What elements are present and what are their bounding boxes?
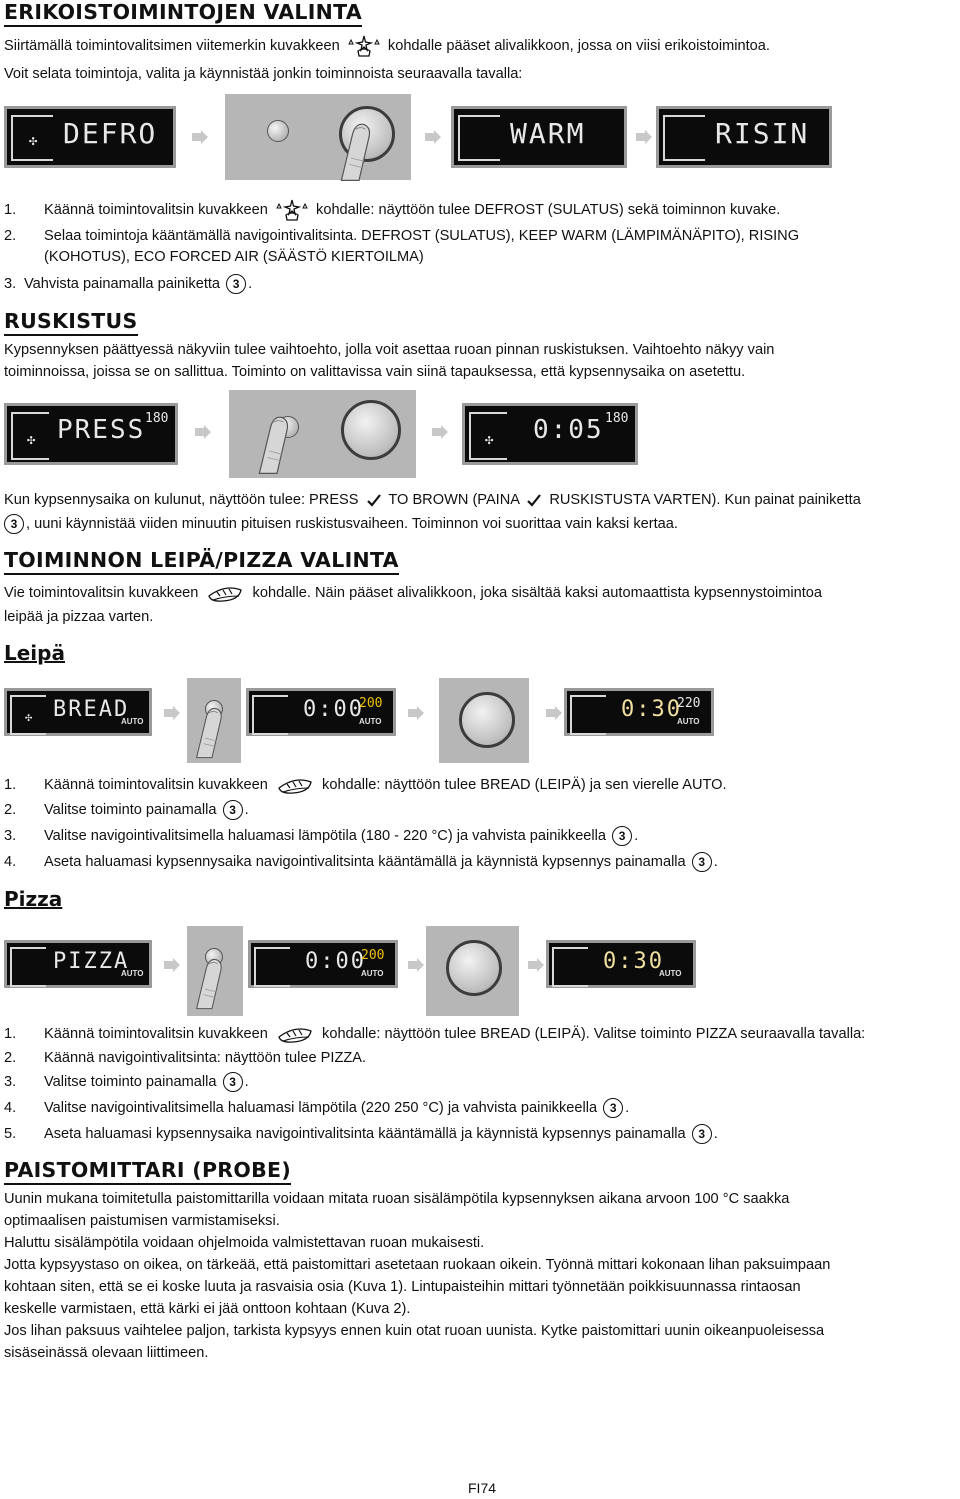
button-3-icon: 3 — [223, 800, 243, 820]
display-bread — [4, 688, 152, 736]
fan-icon: ✣ — [485, 432, 496, 448]
display-text: WARM — [510, 117, 586, 150]
display-temp: 180 — [145, 411, 169, 426]
auto-label: AUTO — [659, 969, 682, 978]
display-bread-time — [246, 688, 396, 736]
fan-icon: ✣ — [29, 133, 40, 149]
arrow-icon — [636, 130, 652, 144]
display-text: PIZZA — [53, 949, 130, 974]
display-defro — [4, 106, 176, 168]
display-warm — [451, 106, 627, 168]
probe-line: Jos lihan paksuus vaihtelee paljon, tarkista kypsyys ennen kuin otat ruoan uunista. Kytke paistomittari uunin oikeanpuoleisessa — [4, 1323, 825, 1339]
button-3-icon: 3 — [226, 274, 246, 294]
section-title-browning: RUSKISTUS — [4, 309, 138, 336]
display-risin — [656, 106, 832, 168]
display-bracket — [254, 947, 290, 987]
display-bracket — [252, 695, 288, 735]
display-pizza-time2 — [546, 940, 696, 988]
bread-icon — [205, 582, 245, 604]
button-3-icon: 3 — [612, 826, 632, 846]
control-panel-5 — [187, 926, 243, 1016]
display-pizza-time — [248, 940, 398, 988]
subsection-title-pizza: Pizza — [4, 887, 63, 911]
control-panel-1 — [225, 94, 411, 180]
arrow-icon — [195, 425, 211, 439]
control-panel-3 — [187, 678, 241, 763]
button-3-icon: 3 — [692, 852, 712, 872]
check-icon — [526, 492, 542, 508]
fan-icon: ✣ — [27, 432, 38, 448]
pizza-step-1: 1. Käännä toimintovalitsin kuvakkeen kohdalle: näyttöön tulee BREAD (LEIPÄ). Valitse toiminto PIZZA seuraavalla tavalla: — [4, 1023, 959, 1045]
control-panel-2 — [229, 390, 416, 478]
probe-line: optimaalisen paistumisen varmistamiseksi. — [4, 1213, 280, 1229]
section-title-probe: PAISTOMITTARI (PROBE) — [4, 1158, 291, 1185]
arrow-icon — [408, 958, 424, 972]
button-3-icon: 3 — [692, 1124, 712, 1144]
arrow-icon — [546, 706, 562, 720]
display-bracket — [552, 947, 588, 987]
confirm-button[interactable] — [267, 120, 289, 142]
breadpizza-p2: leipää ja pizzaa varten. — [4, 609, 154, 625]
display-text: 0:30 — [603, 949, 664, 974]
display-temp: 200 — [359, 696, 383, 711]
auto-label: AUTO — [121, 969, 144, 978]
special-step-2-cont: (KOHOTUS), ECO FORCED AIR (SÄÄSTÖ KIERTOILMA) — [44, 249, 424, 265]
display-bread-time2 — [564, 688, 714, 736]
page-number: FI74 — [468, 1480, 497, 1496]
display-temp: 180 — [605, 411, 629, 426]
navigation-knob[interactable] — [341, 400, 401, 460]
fan-icon: ✣ — [25, 710, 35, 724]
finger-icon — [253, 410, 301, 476]
special-intro-2: Voit selata toimintoja, valita ja käynnistää jonkin toiminnoista seuraavalla tavalla: — [4, 66, 523, 82]
subsection-title-bread: Leipä — [4, 641, 65, 665]
bread-icon — [275, 1023, 315, 1045]
display-time — [462, 403, 638, 465]
section-title-special: ERIKOISTOIMINTOJEN VALINTA — [4, 0, 362, 27]
arrow-icon — [425, 130, 441, 144]
finger-icon — [335, 118, 383, 182]
bread-step-4: 4. Aseta haluamasi kypsennysaika navigointivalitsinta kääntämällä ja käynnistä kypsennys painamalla 3 . — [4, 852, 959, 873]
control-panel-6 — [426, 926, 519, 1016]
arrow-icon — [528, 958, 544, 972]
display-bracket — [458, 115, 500, 161]
arrow-icon — [164, 958, 180, 972]
special-step-2: 2. Selaa toimintoja kääntämällä navigointivalitsinta. DEFROST (SULATUS), KEEP WARM (LÄMPIMÄNÄPITO), RISING — [4, 228, 800, 244]
control-panel-4 — [439, 678, 529, 763]
breadpizza-p1: Vie toimintovalitsin kuvakkeen kohdalle. Näin pääset alivalikkoon, joka sisältää kaksi automaattista kypsennystoimintoa — [4, 582, 959, 604]
bread-icon — [275, 774, 315, 796]
probe-line: sisäseinässä olevaan liittimeen. — [4, 1345, 209, 1361]
display-pizza — [4, 940, 152, 988]
display-text: 0:00 — [305, 949, 366, 974]
special-step-3: 3. Vahvista painamalla painiketta 3 . — [4, 274, 959, 295]
special-step-1: 1. Käännä toimintovalitsin kuvakkeen kohdalle: näyttöön tulee DEFROST (SULATUS) sekä toiminnon kuvake. — [4, 198, 959, 222]
arrow-icon — [432, 425, 448, 439]
button-3-icon: 3 — [223, 1072, 243, 1092]
display-bracket — [570, 695, 606, 735]
navigation-knob[interactable] — [459, 692, 515, 748]
display-text: RISIN — [715, 117, 810, 150]
probe-line: Jotta kypsyystaso on oikea, on tärkeää, että paistomittari asetetaan ruokaan oikein. Työnnä mittari kokonaan lihan paksuimpaan — [4, 1257, 831, 1273]
display-temp: 200 — [361, 948, 385, 963]
button-3-icon: 3 — [4, 514, 24, 534]
probe-line: Uunin mukana toimitetulla paistomittarilla voidaan mitata ruoan sisälämpötila kypsennyksen aikana arvoon 100 °C saakka — [4, 1191, 790, 1207]
display-bracket — [10, 947, 46, 987]
special-functions-icon — [275, 198, 309, 222]
display-text: 0:30 — [621, 697, 682, 722]
browning-p1: Kypsennyksen päättyessä näkyviin tulee vaihtoehto, jolla voit asettaa ruoan pinnan ruskistuksen. Vaihtoehto näkyy vain — [4, 342, 775, 358]
check-icon — [366, 492, 382, 508]
pizza-step-5: 5. Aseta haluamasi kypsennysaika navigointivalitsinta kääntämällä ja käynnistä kypsennys painamalla 3 . — [4, 1124, 959, 1145]
arrow-icon — [164, 706, 180, 720]
bread-step-3: 3. Valitse navigointivalitsimella haluamasi lämpötila (180 - 220 °C) ja vahvista painikkeella 3 . — [4, 826, 959, 847]
pizza-step-2: 2. Käännä navigointivalitsinta: näyttöön tulee PIZZA. — [4, 1050, 367, 1066]
pizza-step-3: 3. Valitse toiminto painamalla 3 . — [4, 1072, 959, 1093]
navigation-knob[interactable] — [446, 940, 502, 996]
auto-label: AUTO — [359, 717, 382, 726]
display-text: PRESS — [57, 415, 146, 445]
display-text: 0:05 — [533, 415, 604, 445]
auto-label: AUTO — [121, 717, 144, 726]
display-temp: 220 — [677, 696, 701, 711]
auto-label: AUTO — [361, 969, 384, 978]
browning-p3: Kun kypsennysaika on kulunut, näyttöön tulee: PRESS TO BROWN (PAINA RUSKISTUSTA VARTEN). Kun painat painiketta — [4, 492, 861, 508]
display-text: DEFRO — [63, 117, 158, 150]
button-3-icon: 3 — [603, 1098, 623, 1118]
pizza-step-4: 4. Valitse navigointivalitsimella haluamasi lämpötila (220 250 °C) ja vahvista painikkeella 3 . — [4, 1098, 959, 1119]
display-bracket — [663, 115, 705, 161]
special-intro-1: Siirtämällä toimintovalitsimen viitemerkin kuvakkeen kohdalle pääset alivalikkoon, jossa on viisi erikoistoimintoa. — [4, 34, 959, 58]
finger-icon — [191, 952, 233, 1012]
probe-line: keskelle varmistaen, että kärki ei jää onttoon kohtaan (Kuva 2). — [4, 1301, 411, 1317]
browning-p2: toiminnoissa, joissa se on sallittua. Toiminto on valittavissa vain siinä tapauksessa, että kypsennysaika on asetettu. — [4, 364, 746, 380]
probe-line: kohtaan siten, että se ei koske luuta ja rasvaisia osia (Kuva 1). Lintupaisteihin mittari työnnetään poikkisuunnassa rintaosan — [4, 1279, 801, 1295]
bread-step-2: 2. Valitse toiminto painamalla 3 . — [4, 800, 959, 821]
section-title-breadpizza: TOIMINNON LEIPÄ/PIZZA VALINTA — [4, 548, 399, 575]
arrow-icon — [192, 130, 208, 144]
browning-p4: 3 , uuni käynnistää viiden minuutin pituisen ruskistusvaiheen. Toiminnon voi suorittaa vain kaksi kertaa. — [4, 514, 959, 535]
finger-icon — [191, 702, 233, 760]
arrow-icon — [408, 706, 424, 720]
display-text: 0:00 — [303, 697, 364, 722]
display-press — [4, 403, 178, 465]
probe-line: Haluttu sisälämpötila voidaan ohjelmoida valmistettavan ruoan mukaisesti. — [4, 1235, 485, 1251]
auto-label: AUTO — [677, 717, 700, 726]
special-functions-icon — [347, 34, 381, 58]
bread-step-1: 1. Käännä toimintovalitsin kuvakkeen kohdalle: näyttöön tulee BREAD (LEIPÄ) ja sen vierelle AUTO. — [4, 774, 959, 796]
display-text: BREAD — [53, 697, 130, 722]
